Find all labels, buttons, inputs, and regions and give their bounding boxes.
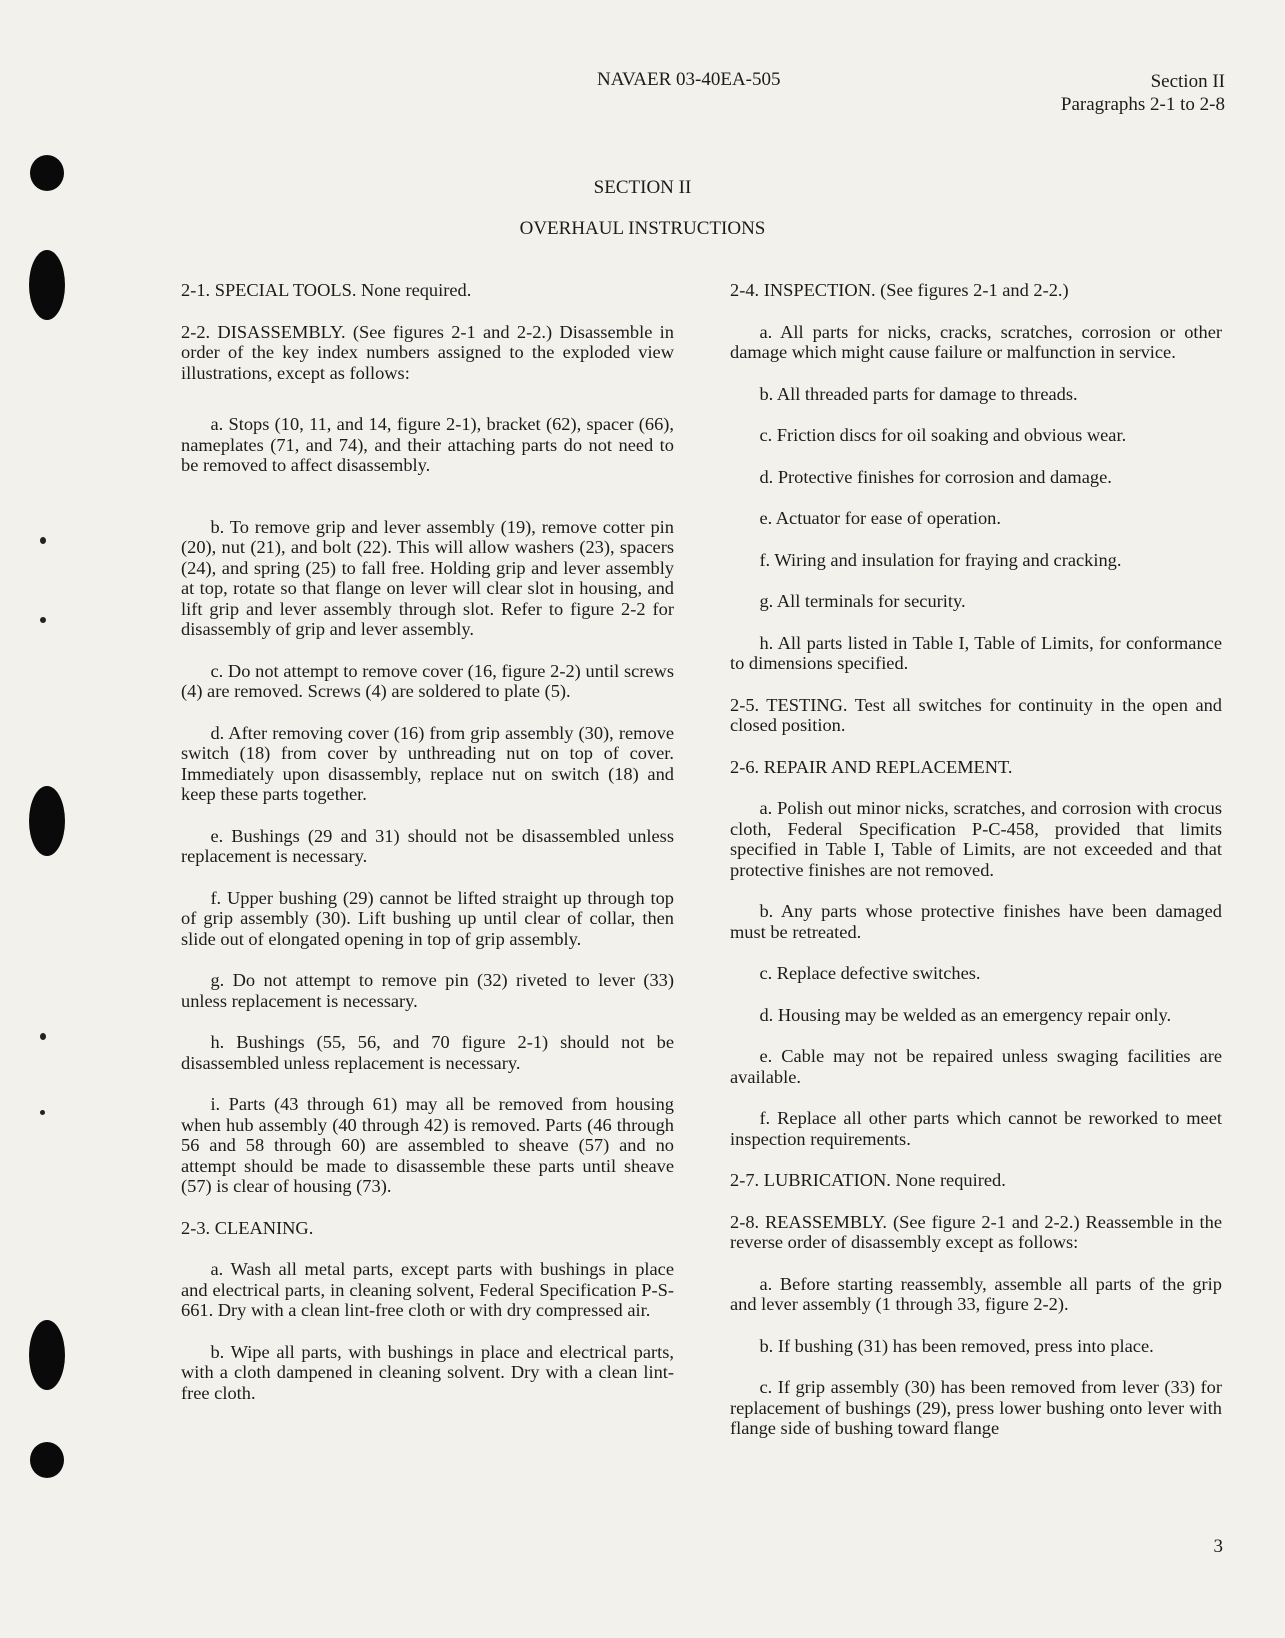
para-2-4-b: b. All threaded parts for damage to threads. bbox=[759, 383, 1078, 404]
para-2-4-d: d. Protective finishes for corrosion and damage. bbox=[759, 466, 1112, 487]
speck bbox=[40, 1110, 45, 1115]
para-2-8-b: b. If bushing (31) has been removed, press into place. bbox=[759, 1335, 1154, 1356]
para-2-2: 2-2. DISASSEMBLY. (See figures 2-1 and 2-2.) Disassemble in order of the key index numbers assigned to the exploded view illustrations, except as follows: bbox=[181, 321, 674, 383]
document-number: NAVAER 03-40EA-505 bbox=[597, 69, 781, 90]
para-2-8-a: a. Before starting reassembly, assemble all parts of the grip and lever assembly (1 through 33, figure 2-2). bbox=[730, 1273, 1222, 1314]
para-2-4-f: f. Wiring and insulation for fraying and cracking. bbox=[759, 549, 1122, 570]
para-2-4-g: g. All terminals for security. bbox=[759, 591, 966, 611]
para-2-3-b: b. Wipe all parts, with bushings in place and electrical parts, with a cloth dampened in cleaning solvent. Dry with a clean lint-free cloth. bbox=[181, 1341, 674, 1403]
para-2-6-e: e. Cable may not be repaired unless swaging facilities are available. bbox=[730, 1046, 1222, 1087]
para-2-2-e: e. Bushings (29 and 31) should not be disassembled unless replacement is necessary. bbox=[181, 825, 674, 866]
para-2-2-g: g. Do not attempt to remove pin (32) riveted to lever (33) unless replacement is necessary. bbox=[181, 970, 674, 1011]
para-2-2-h: h. Bushings (55, 56, and 70 figure 2-1) should not be disassembled unless replacement is necessary. bbox=[181, 1032, 674, 1073]
para-2-6-a: a. Polish out minor nicks, scratches, and corrosion with crocus cloth, Federal Specification P-C-458, provided that limits specified in Table I, Table of Limits, are not exceeded and that protective finishes are not removed. bbox=[730, 798, 1222, 880]
para-2-4-e: e. Actuator for ease of operation. bbox=[759, 508, 1001, 528]
para-2-2-f: f. Upper bushing (29) cannot be lifted straight up through top of grip assembly (30). Lift bushing up until clear of collar, then slide out of elongated opening in top of grip assembly. bbox=[181, 887, 674, 949]
para-2-4: 2-4. INSPECTION. (See figures 2-1 and 2-2.) bbox=[730, 280, 1069, 300]
page-number: 3 bbox=[1213, 1536, 1223, 1557]
speck bbox=[40, 1033, 46, 1040]
para-2-4-h: h. All parts listed in Table I, Table of Limits, for conformance to dimensions specified. bbox=[730, 632, 1222, 673]
right-column bbox=[730, 280, 1222, 1439]
para-2-6-b: b. Any parts whose protective finishes have been damaged must be retreated. bbox=[730, 901, 1222, 942]
para-2-2-c: c. Do not attempt to remove cover (16, figure 2-2) until screws (4) are removed. Screws (4) are soldered to plate (5). bbox=[181, 660, 674, 701]
speck bbox=[40, 617, 46, 623]
left-column bbox=[181, 280, 674, 1403]
para-2-6-f: f. Replace all other parts which cannot be reworked to meet inspection requirements. bbox=[730, 1108, 1222, 1149]
para-2-4-c: c. Friction discs for oil soaking and obvious wear. bbox=[759, 425, 1127, 445]
para-2-3-a: a. Wash all metal parts, except parts with bushings in place and electrical parts, in cleaning solvent, Federal Specification P-S-661. Dry with a clean lint-free cloth or with dry compressed air. bbox=[181, 1259, 674, 1320]
section-heading: OVERHAUL INSTRUCTIONS bbox=[519, 218, 766, 239]
para-2-4-a: a. All parts for nicks, cracks, scratches, corrosion or other damage which might cause failure or malfunction in service. bbox=[730, 321, 1222, 362]
binder-hole bbox=[29, 1320, 65, 1390]
para-2-3: 2-3. CLEANING. bbox=[181, 1217, 314, 1238]
paragraph-range: Paragraphs 2-1 to 2-8 bbox=[1060, 94, 1225, 115]
section-label: Section II bbox=[1150, 71, 1225, 92]
binder-hole bbox=[29, 786, 65, 856]
para-2-6-d: d. Housing may be welded as an emergency repair only. bbox=[759, 1004, 1172, 1025]
binder-hole bbox=[29, 250, 65, 320]
para-2-8: 2-8. REASSEMBLY. (See figure 2-1 and 2-2.) Reassemble in the reverse order of disassembly except as follows: bbox=[730, 1211, 1222, 1252]
para-2-8-c: c. If grip assembly (30) has been removed from lever (33) for replacement of bushings (29), press lower bushing onto lever with flange side of bushing toward flange bbox=[730, 1377, 1222, 1438]
para-2-2-b: b. To remove grip and lever assembly (19), remove cotter pin (20), nut (21), and bolt (22). This will allow washers (23), spacers (24), and spring (25) to fall free. Holding grip and lever assembly at top, rotate so that flange on lever will clear slot in housing, and lift grip and lever assembly through slot. Refer to figure 2-2 for disassembly of grip and lever assembly. bbox=[181, 516, 674, 639]
binder-hole bbox=[30, 1442, 64, 1478]
para-2-2-a: a. Stops (10, 11, and 14, figure 2-1), bracket (62), spacer (66), nameplates (71, and 74), and their attaching parts do not need to be removed to affect disassembly. bbox=[181, 414, 674, 475]
para-2-6-c: c. Replace defective switches. bbox=[759, 963, 981, 983]
para-2-1: 2-1. SPECIAL TOOLS. None required. bbox=[181, 280, 472, 300]
para-2-6: 2-6. REPAIR AND REPLACEMENT. bbox=[730, 756, 1013, 777]
section-title: SECTION II bbox=[593, 177, 692, 198]
para-2-7: 2-7. LUBRICATION. None required. bbox=[730, 1170, 1006, 1190]
para-2-2-d: d. After removing cover (16) from grip assembly (30), remove switch (18) from cover by unthreading nut on top of cover. Immediately upon disassembly, replace nut on switch (18) and keep these parts together. bbox=[181, 722, 674, 804]
para-2-5: 2-5. TESTING. Test all switches for continuity in the open and closed position. bbox=[730, 694, 1222, 735]
para-2-2-i: i. Parts (43 through 61) may all be removed from housing when hub assembly (40 through 42) is removed. Parts (46 through 56 and 58 through 60) are assembled to sheave (57) and no attempt should be made to disassemble these parts until sheave (57) is clear of housing (73). bbox=[181, 1094, 674, 1196]
speck bbox=[40, 537, 46, 544]
section-reference bbox=[1061, 70, 1225, 116]
